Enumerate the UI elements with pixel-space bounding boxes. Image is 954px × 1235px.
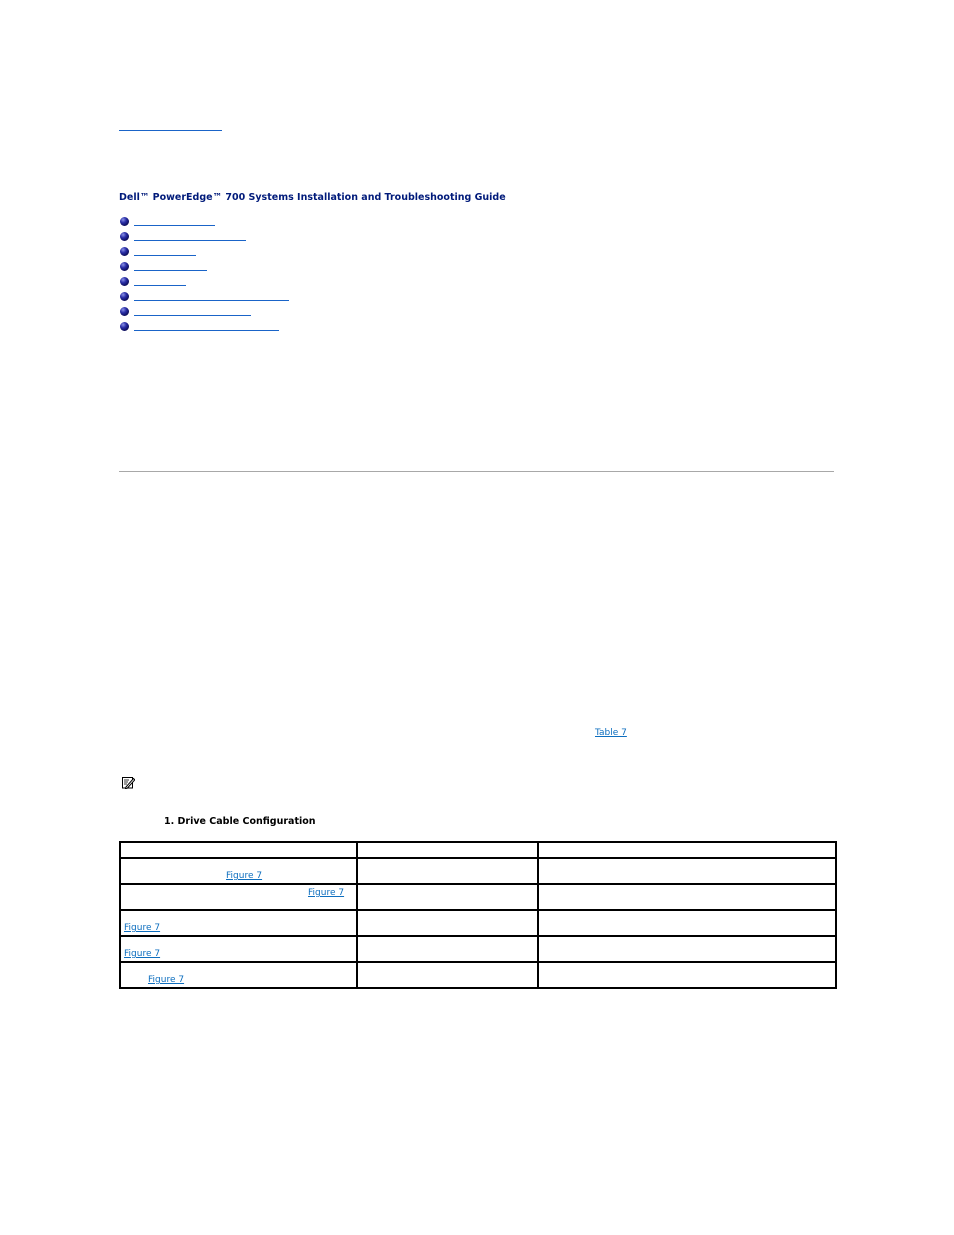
toc-bullet-icon [120,307,129,316]
table-reference-link[interactable]: Table 7 [595,728,627,738]
toc-bullet-icon [120,277,129,286]
section-divider [119,471,834,472]
table-cell [538,858,836,884]
table-cell [120,858,357,884]
table-cell [120,936,357,962]
note-pencil-icon [122,776,135,789]
toc-link[interactable] [134,285,186,286]
toc-link[interactable] [134,240,246,241]
toc-link[interactable] [134,255,196,256]
drive-cable-table [119,841,837,989]
table-row [120,858,836,884]
table-row [120,962,836,988]
table-cell [357,910,538,936]
figure-reference-link[interactable]: Figure 7 [124,949,161,959]
table-cell [120,884,357,910]
toc-link[interactable] [134,300,289,301]
table-cell [538,884,836,910]
table-cell [538,936,836,962]
table-cell [357,936,538,962]
toc-bullet-icon [120,292,129,301]
toc-link[interactable] [134,225,215,226]
guide-title: Dell™ PowerEdge™ 700 Systems Installation and Troubleshooting Guide [119,192,506,203]
toc-link[interactable] [134,315,251,316]
figure-reference-link[interactable]: Figure 7 [124,923,161,933]
table-cell [357,858,538,884]
back-to-contents-link[interactable] [119,130,222,131]
table-header-cell [120,842,357,858]
table-cell [538,962,836,988]
table-cell [357,962,538,988]
table-header-row [120,842,836,858]
toc-bullet-icon [120,247,129,256]
table-cell [357,884,538,910]
toc-link[interactable] [134,270,207,271]
toc-bullet-icon [120,322,129,331]
table-header-cell [538,842,836,858]
table-cell [120,962,357,988]
toc-bullet-icon [120,232,129,241]
table-header-cell [357,842,538,858]
toc-bullet-icon [120,217,129,226]
toc-link[interactable] [134,330,279,331]
table-row [120,884,836,910]
table-caption: 1. Drive Cable Configuration [164,816,316,827]
toc-bullet-icon [120,262,129,271]
table-cell [538,910,836,936]
table-cell [120,910,357,936]
table-row [120,910,836,936]
figure-reference-link[interactable]: Figure 7 [308,888,345,898]
figure-reference-link[interactable]: Figure 7 [226,871,263,881]
table-row [120,936,836,962]
figure-reference-link[interactable]: Figure 7 [148,975,185,985]
